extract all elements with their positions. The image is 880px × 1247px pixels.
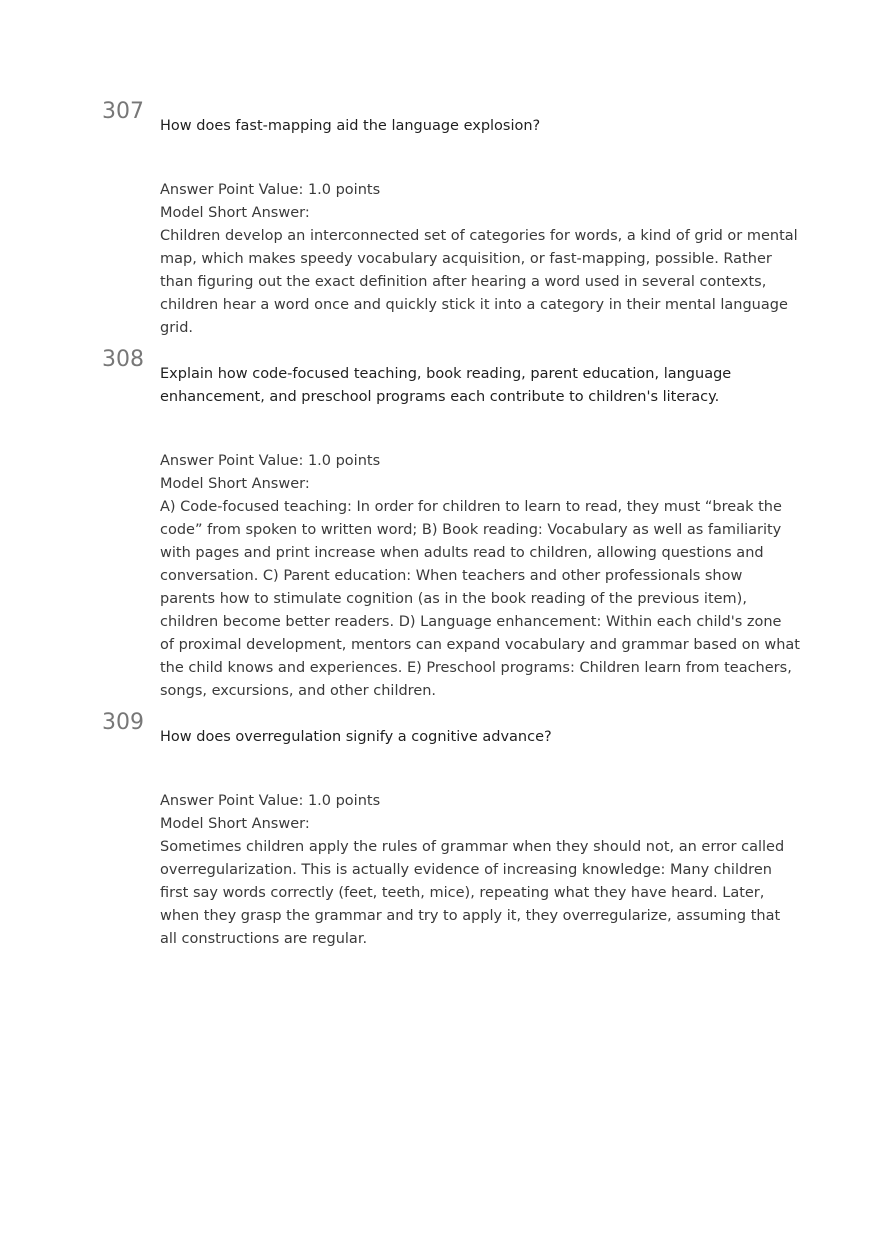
answer-point-value: Answer Point Value: 1.0 points [160,453,381,469]
model-answer-text: A) Code-focused teaching: In order for children to learn to read, they must “break the code” from spoken to written word; B) Book reading: Vocabulary as well as familiarity with pages and print increase when adults read to children, allowing questions and conversation. C) Parent education: When teachers and other professionals show parents how to stimulate cognition (as in the book reading of the previous item), children become better readers. D) Language enhancement: Within each child's zone of proximal development, mentors can expand vocabulary and grammar based on what the child knows and experiences. E) Preschool programs: Children learn from teachers, songs, excursions, and other children. [160,499,800,699]
answer-label: Model Short Answer: [160,476,310,492]
answer-label: Model Short Answer: [160,205,310,221]
answer-point-value: Answer Point Value: 1.0 points [160,793,381,809]
answer-block [160,790,800,951]
question-text: How does overregulation signify a cognitive advance? [160,729,552,745]
model-answer-text: Sometimes children apply the rules of grammar when they should not, an error called overregularization. This is actually evidence of increasing knowledge: Many children first say words correctly (feet, teeth, mice), repeating what they have heard. Later, when they grasp the grammar and try to apply it, they overregularize, assuming that all constructions are regular. [160,839,785,947]
model-answer-text: Children develop an interconnected set of categories for words, a kind of grid or mental map, which makes speedy vocabulary acquisition, or fast-mapping, possible. Rather than figuring out the exact definition after hearing a word used in several contexts, children hear a word once and quickly stick it into a category in their mental language grid. [160,228,798,336]
question-text: How does fast-mapping aid the language explosion? [160,118,541,134]
question-text: Explain how code-focused teaching, book reading, parent education, language enhancement, and preschool programs each contribute to children's literacy. [160,366,732,405]
answer-point-value: Answer Point Value: 1.0 points [160,182,381,198]
answer-block [160,179,800,340]
question-number: 309 [102,710,144,735]
question-number: 308 [102,347,144,372]
answer-label: Model Short Answer: [160,816,310,832]
question-number: 307 [102,99,144,124]
answer-block [160,450,800,703]
